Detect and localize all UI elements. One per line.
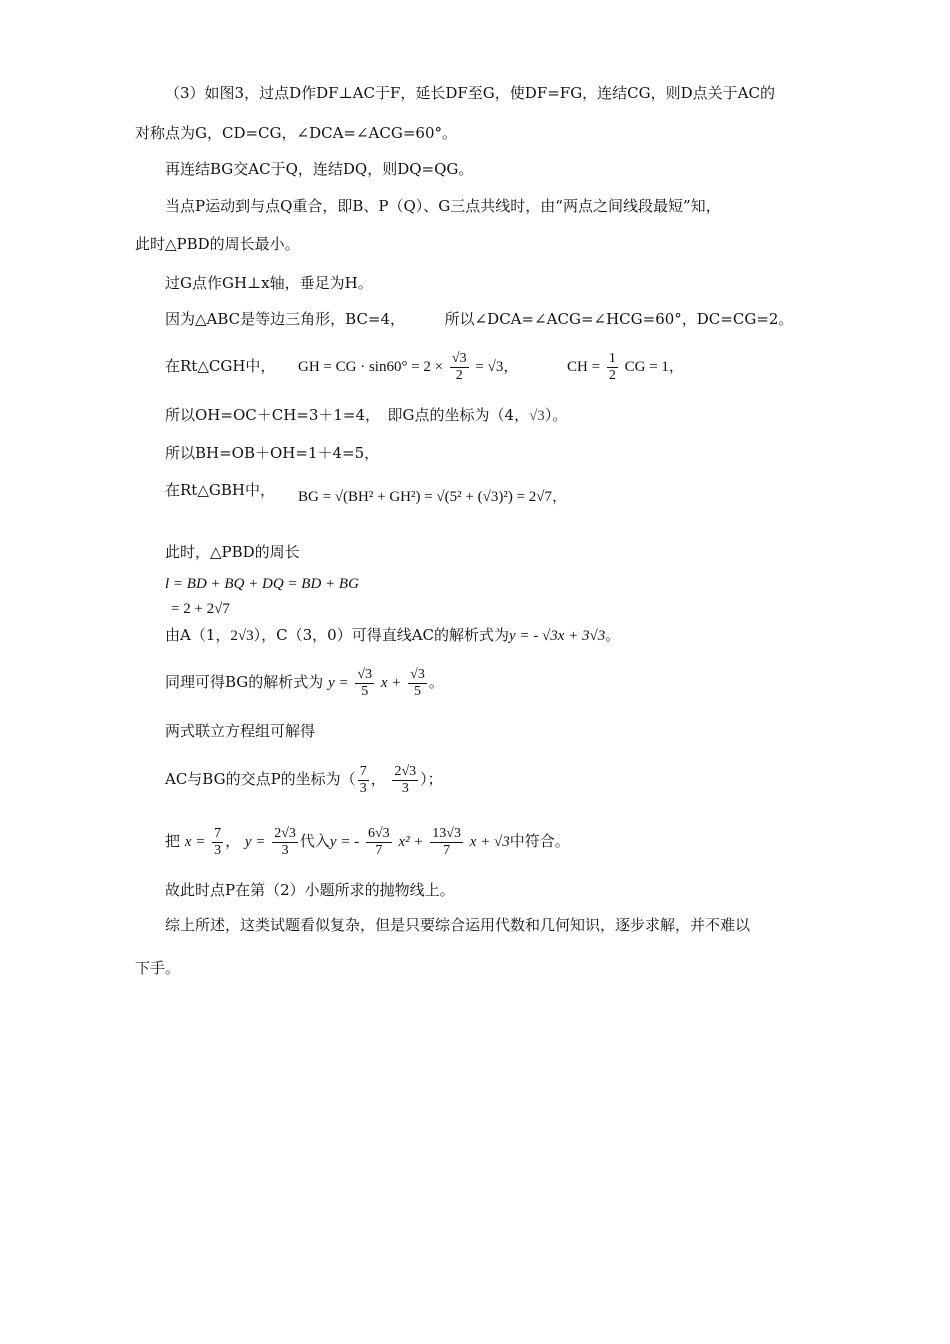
frac-den: 5 xyxy=(414,683,422,699)
bg-formula: BG = √(BH² + GH²) = √(5² + (√3)²) = 2√7， xyxy=(298,489,568,505)
frac-num: 2√3 xyxy=(394,763,417,779)
intersection-pre: AC与BG的交点P的坐标为（ xyxy=(165,770,356,788)
line-ac-equation: y = - √3x + 3√3 xyxy=(509,628,606,644)
formula-ch xyxy=(567,348,684,385)
frac-num: √3 xyxy=(410,666,425,682)
para-collinear-line-2: 此时△PBD的周长最小。 xyxy=(135,235,300,253)
frac-6root3-over-7 xyxy=(366,826,392,859)
intersection-comma: ， xyxy=(370,770,386,788)
rt-cgh-label: 在Rt△CGH中， xyxy=(165,357,276,375)
rt-gbh-label: 在Rt△GBH中， xyxy=(165,481,275,499)
para-3-line-1: （3）如图3，过点D作DF⊥AC于F，延长DF至G，使DF=FG，连结CG，则D点关于AC的 xyxy=(165,84,775,102)
frac-num: 1 xyxy=(608,350,616,366)
line-ac-end: 。 xyxy=(605,626,621,644)
frac-den: 3 xyxy=(214,842,222,858)
frac-root3-over-2 xyxy=(450,351,469,384)
frac-1-over-2 xyxy=(607,351,618,384)
parabola-y: y = - xyxy=(329,834,360,850)
ch-label: CH = xyxy=(567,359,601,375)
frac-den: 2 xyxy=(608,367,616,383)
line-bg-y: y = xyxy=(328,675,349,691)
para-g-coordinate xyxy=(165,405,567,426)
g-coord-value: √3 xyxy=(529,408,545,424)
frac-num: 7 xyxy=(359,763,367,779)
para-solve-system: 两式联立方程组可解得 xyxy=(165,722,316,740)
frac-num: √3 xyxy=(357,666,373,682)
frac-den: 5 xyxy=(361,683,369,699)
line-bg-pre: 同理可得BG的解析式为 xyxy=(165,673,324,691)
frac-13root3-over-7 xyxy=(430,826,463,859)
para-3-line-2: 对称点为G，CD=CG，∠DCA=∠ACG=60°。 xyxy=(135,124,458,142)
para-line-bg xyxy=(165,662,444,703)
frac-2root3-over-3 xyxy=(392,764,418,797)
intersection-end: ）； xyxy=(420,770,443,788)
perimeter-line-2 xyxy=(171,598,230,619)
frac-7-over-3 xyxy=(212,826,223,859)
para-on-parabola: 故此时点P在第（2）小题所求的抛物线上。 xyxy=(165,881,455,899)
perimeter-value: = 2 + 2√7 xyxy=(171,601,230,617)
line-ac-pre: 由A（1， xyxy=(165,626,231,644)
frac-num: 6√3 xyxy=(367,825,390,841)
line-bg-x: x + xyxy=(380,675,402,691)
para-bh: 所以BH=OB＋OH=1＋4=5， xyxy=(165,444,380,462)
frac-7-over-3 xyxy=(358,764,369,797)
g-coord-end: ）。 xyxy=(544,406,568,424)
frac-num: √3 xyxy=(451,350,467,366)
frac-2root3-over-3 xyxy=(272,826,298,859)
para-perpendicular: 过G点作GH⊥x轴，垂足为H。 xyxy=(165,274,373,292)
frac-den: 7 xyxy=(443,842,451,858)
perimeter-expression: l = BD + BQ + DQ = BD + BG xyxy=(165,576,359,592)
frac-den: 3 xyxy=(401,780,409,796)
frac-root3-over-5 xyxy=(408,667,427,700)
substitute-y: y = xyxy=(244,834,266,850)
frac-den: 7 xyxy=(375,842,383,858)
conclusion-line-2: 下手。 xyxy=(135,959,181,977)
para-perimeter: 此时，△PBD的周长 xyxy=(165,543,300,561)
ch-result: CG = 1， xyxy=(624,359,684,375)
equilateral-text-b: 所以∠DCA=∠ACG=∠HCG=60°，DC=CG=2。 xyxy=(444,310,794,328)
formula-gh xyxy=(298,348,518,385)
para-intersection-p xyxy=(165,759,443,799)
equilateral-text-a: 因为△ABC是等边三角形，BC=4， xyxy=(165,310,406,328)
substitute-pre: 把 xyxy=(165,832,181,850)
point-a-y: 2√3 xyxy=(230,628,254,644)
substitute-comma: ， xyxy=(225,832,241,850)
line-ac-mid: ），C（3，0）可得直线AC的解析式为 xyxy=(253,626,510,644)
parabola-x2: x² + xyxy=(398,834,424,850)
formula-bg xyxy=(298,487,567,507)
para-line-ac xyxy=(165,625,620,646)
conclusion-line-1: 综上所述，这类试题看似复杂，但是只要综合运用代数和几何知识，逐步求解，并不难以 xyxy=(165,916,751,934)
gh-expression: GH = CG · sin60° = 2 × xyxy=(298,359,444,375)
g-coord-text: 所以OH=OC＋CH=3＋1=4， 即G点的坐标为（4， xyxy=(165,406,530,424)
substitute-into: 代入 xyxy=(299,832,330,850)
frac-den: 3 xyxy=(359,780,367,796)
para-substitute xyxy=(165,821,570,862)
frac-den: 2 xyxy=(455,367,463,383)
line-bg-end: 。 xyxy=(428,673,444,691)
frac-num: 2√3 xyxy=(274,825,296,841)
para-connect-bg: 再连结BG交AC于Q，连结DQ，则DQ=QG。 xyxy=(165,160,474,178)
substitute-x: x = xyxy=(184,834,206,850)
frac-root3-over-5 xyxy=(355,667,374,700)
para-collinear-line-1: 当点P运动到与点Q重合，即B、P（Q）、G三点共线时，由“两点之间线段最短”知， xyxy=(165,197,721,215)
parabola-tail: x + √3 xyxy=(469,834,510,850)
frac-num: 7 xyxy=(214,825,222,841)
substitute-end: 中符合。 xyxy=(509,832,570,850)
frac-num: 13√3 xyxy=(432,825,461,841)
gh-result: = √3， xyxy=(475,359,519,375)
frac-den: 3 xyxy=(281,842,289,858)
para-equilateral xyxy=(165,309,793,329)
perimeter-line-1 xyxy=(165,573,359,594)
